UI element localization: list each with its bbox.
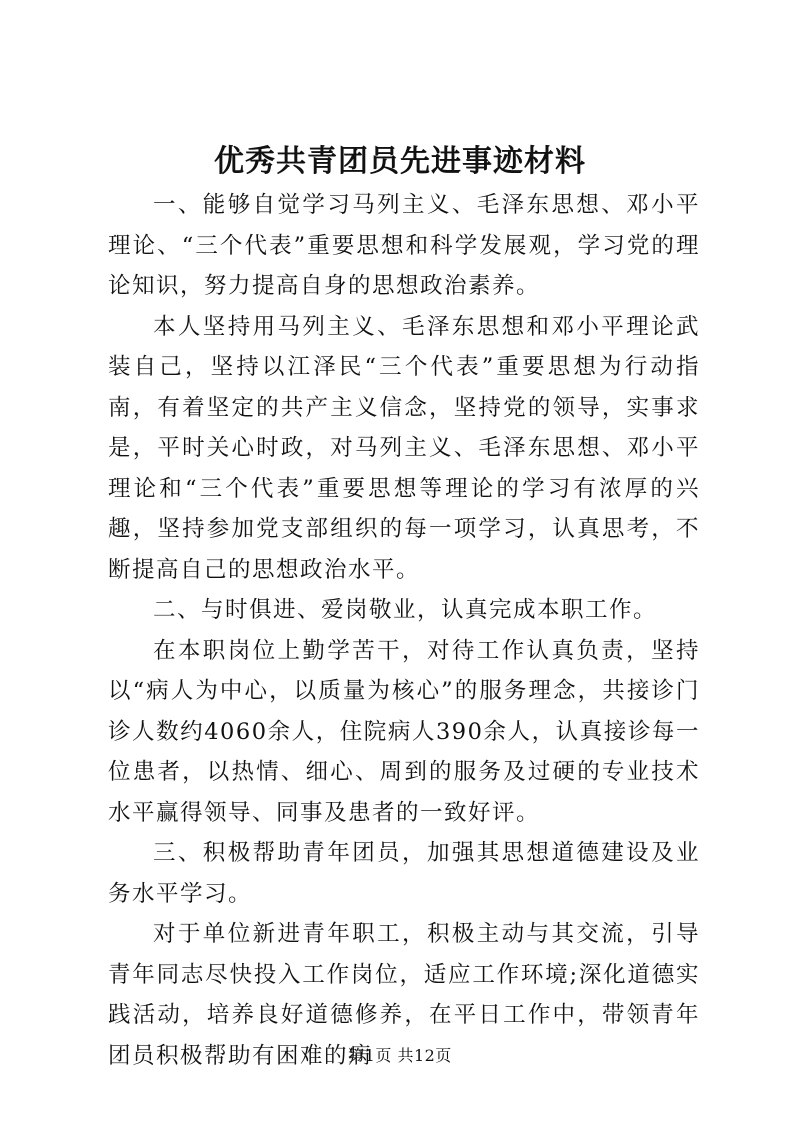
- paragraph-6: 对于单位新进青年职工，积极主动与其交流，引导青年同志尽快投入工作岗位，适应工作环境;深化道德实践活动，培养良好道德修养，在平日工作中，带领青年团员积极帮助有困难的病: [108, 921, 700, 1069]
- paragraph-3: 二、与时俱进、爱岗敬业，认真完成本职工作。: [153, 597, 658, 623]
- page-number-footer: 第1页 共12页: [348, 1046, 452, 1065]
- paragraph-1: 一、能够自觉学习马列主义、毛泽东思想、邓小平理论、“三个代表”重要思想和科学发展观，学习党的理论知识，努力提高自身的思想政治素养。: [108, 192, 700, 299]
- paragraph-5: 三、积极帮助青年团员，加强其思想道德建设及业务水平学习。: [108, 840, 700, 907]
- page-title: 优秀共青团员先进事迹材料: [214, 144, 586, 179]
- paragraph-2: 本人坚持用马列主义、毛泽东思想和邓小平理论武装自己，坚持以江泽民“三个代表”重要思想为行动指南，有着坚定的共产主义信念，坚持党的领导，实事求是，平时关心时政，对马列主义、毛泽东思想、邓小平理论和“三个代表”重要思想等理论的学习有浓厚的兴趣，坚持参加党支部组织的每一项学习，认真思考，不断提高自己的思想政治水平。: [108, 313, 700, 583]
- paragraph-4: 在本职岗位上勤学苦干，对待工作认真负责，坚持以“病人为中心，以质量为核心”的服务理念，共接诊门诊人数约4060余人，住院病人390余人，认真接诊每一位患者，以热情、细心、周到的服务及过硬的专业技术水平赢得领导、同事及患者的一致好评。: [108, 637, 700, 826]
- document-body: [108, 185, 700, 1076]
